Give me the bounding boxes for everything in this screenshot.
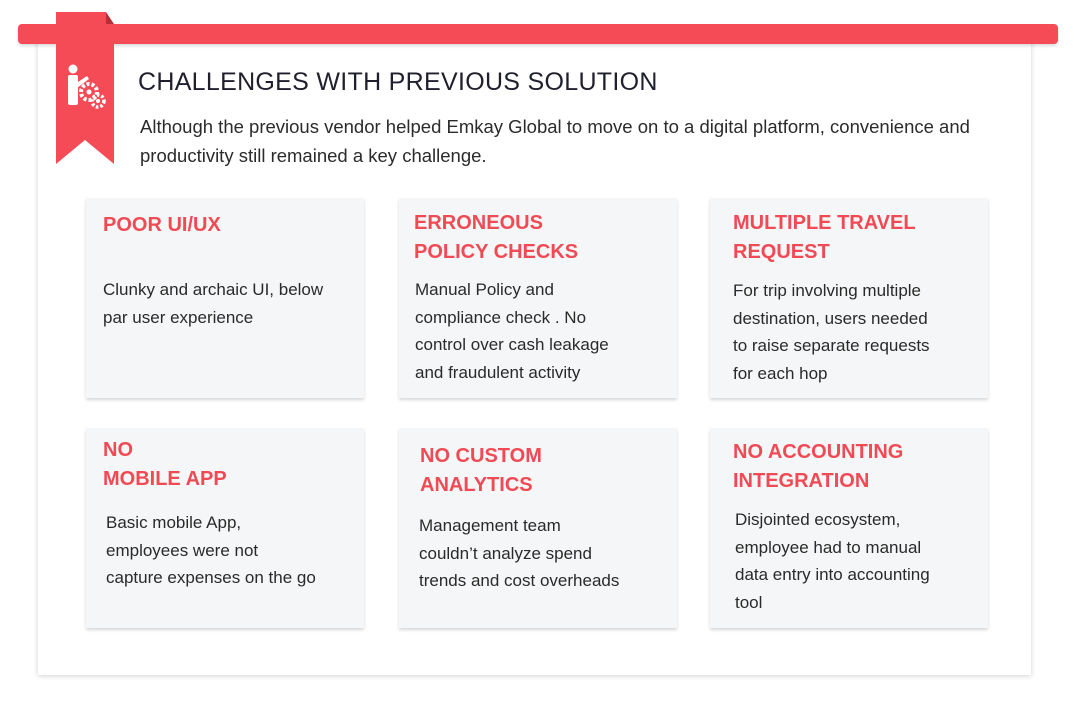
challenge-card-no-accounting-integration	[710, 428, 988, 628]
card-body: Clunky and archaic UI, below par user experience	[103, 280, 324, 327]
card-title: NO ACCOUNTING INTEGRATION	[733, 441, 904, 492]
card-body: For trip involving multiple destination, users needed to raise separate requests for each hop	[733, 281, 930, 383]
challenge-card-policy-checks	[399, 198, 677, 398]
card-title: ERRONEOUS POLICY CHECKS	[414, 212, 579, 263]
card-title: NO CUSTOM ANALYTICS	[420, 445, 542, 496]
top-accent-bar	[18, 24, 1058, 44]
card-body: Disjointed ecosystem, employee had to manual data entry into accounting tool	[735, 510, 930, 612]
challenge-card-multiple-travel-request	[710, 198, 988, 398]
challenge-card-poor-ui-ux	[86, 198, 364, 398]
card-title: NO MOBILE APP	[103, 439, 227, 490]
challenge-card-no-custom-analytics	[399, 428, 677, 628]
card-body: Manual Policy and compliance check . No control over cash leakage and fraudulent activity	[415, 280, 609, 382]
card-body: Management team couldn’t analyze spend trends and cost overheads	[419, 516, 620, 590]
card-title: POOR UI/UX	[103, 214, 221, 236]
challenge-card-no-mobile-app	[86, 428, 364, 628]
page-title: CHALLENGES WITH PREVIOUS SOLUTION	[138, 68, 658, 96]
card-title: MULTIPLE TRAVEL REQUEST	[733, 212, 916, 263]
card-body: Basic mobile App, employees were not capture expenses on the go	[106, 513, 316, 587]
page-description: Although the previous vendor helped Emkay Global to move on to a digital platform, convenience and productivity still remained a key challenge.	[140, 116, 970, 166]
bookmark-ribbon	[56, 12, 114, 164]
